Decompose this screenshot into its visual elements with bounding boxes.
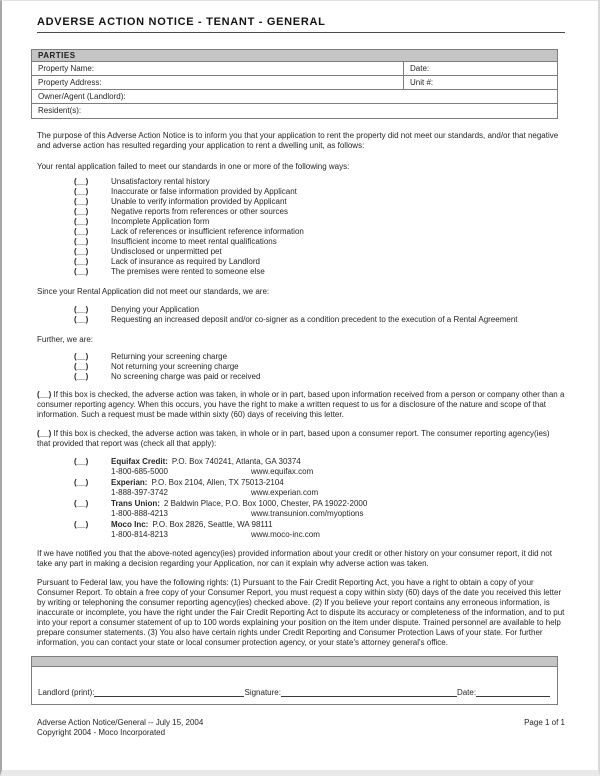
checkbox-field: (__) — [74, 457, 89, 466]
page-footer — [37, 718, 565, 738]
agency-row — [37, 457, 565, 477]
checkbox-field: (__) — [74, 478, 89, 487]
checkbox-field: (__) — [74, 315, 89, 324]
consumer-report-text: If this box is checked, the adverse action was taken, in whole or in part, based upon a consumer report. The consumer reporting agency(ies) that provided that report was (check all that apply): — [37, 429, 550, 448]
reason-label: Lack of insurance as required by Landlord — [111, 257, 260, 266]
reason-row — [37, 187, 565, 197]
reason-label: Insufficient income to meet rental qualifications — [111, 237, 277, 246]
reason-row — [37, 227, 565, 237]
footer-doc-info: Adverse Action Notice/General -- July 15, 2004 — [37, 718, 204, 727]
footer-page-number: Page 1 of 1 — [524, 718, 565, 727]
landlord-print-label: Landlord (print): — [38, 688, 95, 697]
checkbox-field: (__) — [74, 237, 89, 246]
agency-phone: 1-800-814-8213 — [111, 530, 168, 539]
property-address-label: Property Address: — [32, 76, 404, 89]
checkbox-field: (__) — [74, 217, 89, 226]
action-row — [37, 305, 565, 315]
person-info-text: If this box is checked, the adverse action was taken, in whole or in part, based upon information received from a person or company other than a consumer reporting agency. When this occurs, you have the right to make a written request to us for a disclosure of the nature and scope of that information. Such a request must be made within sixty (60) days of receiving this letter. — [37, 390, 565, 419]
parties-section-header: PARTIES — [32, 50, 557, 62]
agency-address: P.O. Box 2826, Seattle, WA 98111 — [152, 520, 273, 529]
further-label: Not returning your screening charge — [111, 362, 239, 371]
property-name-label: Property Name: — [32, 62, 404, 75]
date-label: Date: — [410, 64, 430, 73]
reasons-checklist — [2, 177, 598, 277]
reason-row — [37, 207, 565, 217]
agency-row — [37, 499, 565, 519]
agency-address: P.O. Box 2104, Allen, TX 75013-2104 — [151, 478, 284, 487]
checkbox-field: (__) — [37, 429, 52, 438]
date-label: Date: — [456, 688, 477, 697]
agency-row — [37, 478, 565, 498]
landlord-print-line — [94, 688, 244, 697]
unit-number-label: Unit #: — [410, 78, 434, 87]
reason-row — [37, 247, 565, 257]
table-row — [32, 62, 557, 76]
agency-name: Trans Union: — [111, 499, 160, 508]
residents-label: Resident(s): — [38, 106, 82, 115]
reason-label: Incomplete Application form — [111, 217, 210, 226]
checkbox-field: (__) — [74, 352, 89, 361]
consumer-report-paragraph — [37, 429, 565, 449]
reason-row — [37, 217, 565, 227]
reason-row — [37, 177, 565, 187]
reason-label: Undisclosed or unpermitted pet — [111, 247, 222, 256]
agency-name: Experian: — [111, 478, 148, 487]
failed-standards-paragraph: Your rental application failed to meet our standards in one or more of the following ways: — [37, 162, 350, 171]
agencies-list — [2, 457, 598, 540]
checkbox-field: (__) — [74, 372, 89, 381]
signature-section — [31, 656, 558, 705]
signature-row — [38, 686, 550, 697]
date-line — [476, 688, 550, 697]
agency-address: 2 Baldwin Place, P.O. Box 1000, Chester, PA 19022-2000 — [163, 499, 368, 508]
action-label: Denying your Application — [111, 305, 200, 314]
reason-label: Inaccurate or false information provided by Applicant — [111, 187, 297, 196]
agency-phone: 1-800-685-5000 — [111, 467, 168, 476]
checkbox-field: (__) — [74, 227, 89, 236]
actions-checklist — [2, 305, 598, 325]
reason-label: The premises were rented to someone else — [111, 267, 265, 276]
parties-table — [31, 49, 558, 119]
federal-rights-paragraph: Pursuant to Federal law, you have the following rights: (1) Pursuant to the Fair Credit Reporting Act, you have a right to obtain a copy of your Consumer Report. To obtain a free copy of your Consumer Report, you must request a copy within sixty (60) days of the date you received this letter by writing or telephoning the consumer reporting agency(ies) checked above. (2) If you believe your report contains any erroneous information, is inaccurate or incomplete, you have the right under the Fair Credit Reporting Act to dispute its accuracy or completeness of the information, and to put into your report a consumer statement of up to 100 words explaining your position on the item under dispute. Trained personnel are available to help prepare consumer statements. (3) You also have certain rights under Credit Reporting and Consumer Protection Laws of your state. For further information, you can contact your state or local consumer protection agency, or your state's attorney general's office. — [37, 578, 565, 647]
further-label: Returning your screening charge — [111, 352, 228, 361]
further-row — [37, 362, 565, 372]
checkbox-field: (__) — [37, 390, 52, 399]
agency-address: P.O. Box 740241, Atlanta, GA 30374 — [171, 457, 301, 466]
person-info-paragraph — [37, 390, 565, 420]
checkbox-field: (__) — [74, 362, 89, 371]
checkbox-field: (__) — [74, 177, 89, 186]
no-decision-paragraph: If we have notified you that the above-noted agency(ies) provided information about your credit or other history on your consumer report, it did not take any part in making a decision regarding your Application, nor can it explain why adverse action was taken. — [37, 549, 552, 568]
table-row — [32, 76, 557, 90]
signature-header-bar — [32, 657, 557, 667]
action-label: Requesting an increased deposit and/or co-signer as a condition precedent to the execution of a Rental Agreement — [111, 315, 518, 324]
reason-label: Unsatisfactory rental history — [111, 177, 210, 186]
agency-row — [37, 520, 565, 540]
checkbox-field: (__) — [74, 499, 89, 508]
reason-label: Negative reports from references or other sources — [111, 207, 288, 216]
action-row — [37, 315, 565, 325]
footer-copyright: Copyright 2004 - Moco Incorporated — [37, 728, 166, 737]
purpose-paragraph: The purpose of this Adverse Action Notice is to inform you that your application to rent the property did not meet our standards, and/or that negative and adverse action has resulted regarding your application to rent a dwelling unit, as follows: — [37, 131, 559, 150]
checkbox-field: (__) — [74, 207, 89, 216]
checkbox-field: (__) — [74, 305, 89, 314]
signature-label: Signature: — [244, 688, 281, 697]
agency-website: www.equifax.com — [251, 467, 314, 476]
further-checklist — [2, 352, 598, 382]
further-row — [37, 352, 565, 362]
agency-phone: 1-800-888-4213 — [111, 509, 168, 518]
agency-phone: 1-888-397-3742 — [111, 488, 168, 497]
agency-website: www.moco-inc.com — [251, 530, 320, 539]
reason-label: Lack of references or insufficient reference information — [111, 227, 304, 236]
agency-name: Equifax Credit: — [111, 457, 168, 466]
further-row — [37, 372, 565, 382]
checkbox-field: (__) — [74, 197, 89, 206]
agency-name: Moco Inc: — [111, 520, 149, 529]
further-label: No screening charge was paid or received — [111, 372, 261, 381]
reason-row — [37, 257, 565, 267]
checkbox-field: (__) — [74, 257, 89, 266]
owner-agent-label: Owner/Agent (Landlord): — [38, 92, 126, 101]
agency-website: www.transunion.com/myoptions — [251, 509, 364, 518]
reason-row — [37, 197, 565, 207]
checkbox-field: (__) — [74, 187, 89, 196]
further-paragraph: Further, we are: — [37, 335, 94, 344]
checkbox-field: (__) — [74, 520, 89, 529]
agency-website: www.experian.com — [251, 488, 319, 497]
checkbox-field: (__) — [74, 247, 89, 256]
since-paragraph: Since your Rental Application did not meet our standards, we are: — [37, 287, 270, 296]
checkbox-field: (__) — [74, 267, 89, 276]
reason-row — [37, 267, 565, 277]
reason-row — [37, 237, 565, 247]
table-row — [32, 90, 557, 104]
table-row — [32, 104, 557, 118]
signature-line — [281, 688, 457, 697]
reason-label: Unable to verify information provided by Applicant — [111, 197, 287, 206]
page-title: ADVERSE ACTION NOTICE - TENANT - GENERAL — [37, 16, 565, 33]
